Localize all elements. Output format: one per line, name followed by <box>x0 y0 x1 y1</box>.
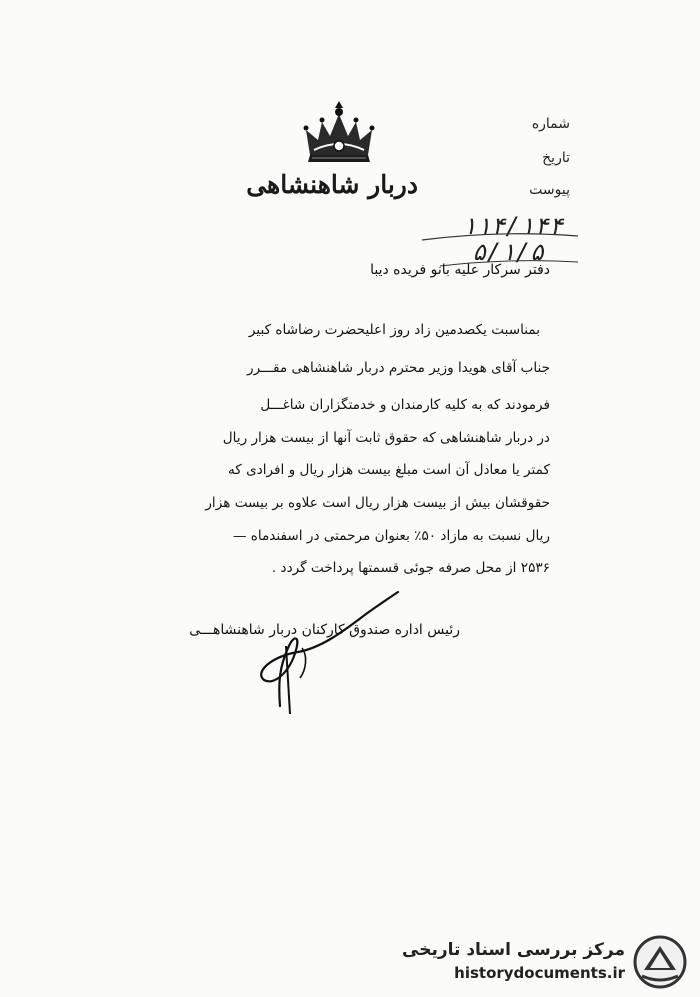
archive-url[interactable]: historydocuments.ir <box>454 964 625 982</box>
body-line: در دربار شاهنشاهی که حقوق ثابت آنها از بیست هزار ریال <box>222 430 550 446</box>
handwritten-signature <box>220 586 400 716</box>
body-line: جناب آقای هویدا وزیر محترم دربار شاهنشاهی مقـــرر <box>247 360 550 376</box>
body-line: فرمودند که به کلیه کارمندان و خدمتگزاران شاغـــل <box>260 397 550 413</box>
body-line: حقوقشان بیش از بیست هزار ریال است علاوه بر بیست هزار <box>205 495 550 511</box>
body-line: بمناسبت یکصدمین زاد روز اعلیحضرت رضاشاه کبیر <box>248 322 540 338</box>
number-label: شماره <box>531 116 570 132</box>
handwritten-date: ۵/۱/۵ <box>472 238 545 266</box>
date-label: تاریخ <box>542 150 570 166</box>
crown-emblem-icon <box>300 100 378 170</box>
attachment-label: پیوست <box>529 182 570 198</box>
signatory-title: رئیس اداره صندوق کارکنان دربار شاهنشاهـــی <box>189 622 460 638</box>
archive-name: مرکز بررسی اسناد تاریخی <box>402 940 625 960</box>
body-line: کمتر یا معادل آن است مبلغ بیست هزار ریال و افرادی که <box>227 462 550 478</box>
body-line: ریال نسبت به مازاد ۵۰٪ بعنوان مرحمتی در اسفندماه — <box>232 528 550 544</box>
letterhead-title: دربار شاهنشاهی <box>246 170 418 199</box>
recipient-line: دفتر سرکار علیه بانو فریده دیبا <box>370 262 550 278</box>
archive-logo-icon <box>632 934 688 990</box>
handwritten-number: ۱۱۴/۱۴۴ <box>462 212 564 240</box>
body-line: ۲۵۳۶ از محل صرفه جوئی قسمتها پرداخت گردد . <box>271 560 550 576</box>
